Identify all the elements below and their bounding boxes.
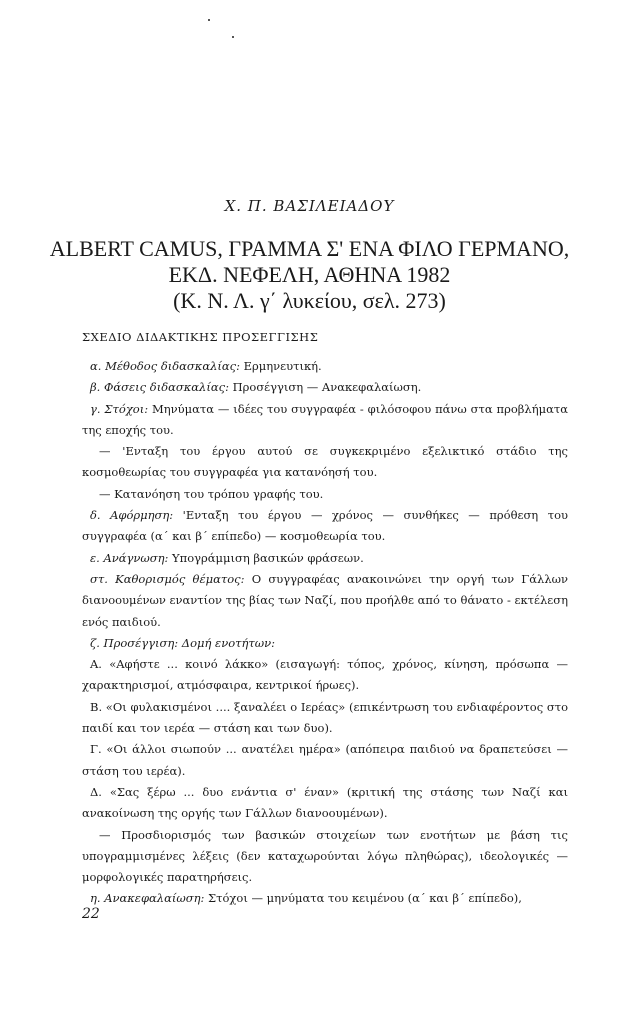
item-approach: ζ. Προσέγγιση: Δομή ενοτήτων: <box>90 635 275 650</box>
item-topic: στ. Καθορισμός θέματος: Ο συγγραφέας ανακοινώνει την οργή των Γάλλων διανοουμένων εναντίον της βίας των Ναζί, που προήλθε από το θάνατο - εκτέλεση ενός παιδιού. <box>82 571 568 629</box>
scan-speck <box>208 19 210 21</box>
page-title <box>0 236 619 314</box>
unit-a: Α. «Αφήστε ... κοινό λάκκο» (εισαγωγή: τόπος, χρόνος, κίνηση, πρόσωπα — χαρακτηρισμοί, ατμόσφαιρα, κεντρικοί ήρωες). <box>82 657 568 693</box>
title-line-1: ALBERT CAMUS, ΓΡΑΜΜΑ Σ' ΕΝΑ ΦΙΛΟ ΓΕΡΜΑΝΟ, <box>49 236 570 261</box>
page-number: 22 <box>82 906 100 922</box>
item-motivation: δ. Αφόρμηση: 'Ενταξη του έργου — χρόνος — συνθήκες — πρόθεση του συγγραφέα (α΄ και β΄ επίπεδο) — κοσμοθεωρία του. <box>82 508 568 544</box>
title-line-3: (Κ. Ν. Λ. γ΄ λυκείου, σελ. 273) <box>173 288 446 313</box>
section-heading: ΣΧΕΔΙΟ ΔΙΔΑΚΤΙΚΗΣ ΠΡΟΣΕΓΓΙΣΗΣ <box>82 330 319 344</box>
item-method: α. Μέθοδος διδασκαλίας: Ερμηνευτική. <box>90 359 322 373</box>
item-goals-sub-1: — 'Ενταξη του έργου αυτού σε συγκεκριμένο εξελικτικό στάδιο της κοσμοθεωρίας του συγγραφέα για κατανόησή του. <box>82 444 568 480</box>
body-text <box>82 356 568 910</box>
item-goals: γ. Στόχοι: Μηνύματα — ιδέες του συγγραφέα - φιλόσοφου πάνω στα προβλήματα της εποχής του. <box>82 401 568 437</box>
scan-speck <box>232 36 234 38</box>
item-recap: η. Ανακεφαλαίωση: Στόχοι — μηνύματα του κειμένου (α΄ και β΄ επίπεδο), <box>90 891 522 906</box>
unit-c: Γ. «Οι άλλοι σιωπούν ... ανατέλει ημέρα» (απόπειρα παιδιού να δραπετεύσει — στάση του ιερέα). <box>82 742 568 778</box>
author-name: Χ. Π. ΒΑΣΙΛΕΙΑΔΟΥ <box>224 197 395 215</box>
item-phases: β. Φάσεις διδασκαλίας: Προσέγγιση — Ανακεφαλαίωση. <box>90 380 422 395</box>
item-reading: ε. Ανάγνωση: Υπογράμμιση βασικών φράσεων. <box>90 550 364 565</box>
item-goals-sub-2: — Κατανόηση του τρόπου γραφής του. <box>99 486 324 501</box>
unit-b: Β. «Οι φυλακισμένοι .... ξαναλέει ο Ιερέας» (επικέντρωση του ενδιαφέροντος στο παιδί και τον ιερέα — στάση και των δυο). <box>82 699 568 736</box>
unit-d: Δ. «Σας ξέρω ... δυο ενάντια σ' έναν» (κριτική της στάσης των Ναζί και ανακοίνωση της οργής των Γάλλων διανοουμένων). <box>82 784 568 821</box>
units-note: — Προσδιορισμός των βασικών στοιχείων των ενοτήτων με βάση τις υπογραμμισμένες λέξεις (δεν καταχωρούνται λόγω πληθώρας), ιδεολογικές — μορφολογικές παρατηρήσεις. <box>82 827 568 885</box>
title-line-2: ΕΚΔ. ΝΕΦΕΛΗ, ΑΘΗΝΑ 1982 <box>168 262 451 287</box>
